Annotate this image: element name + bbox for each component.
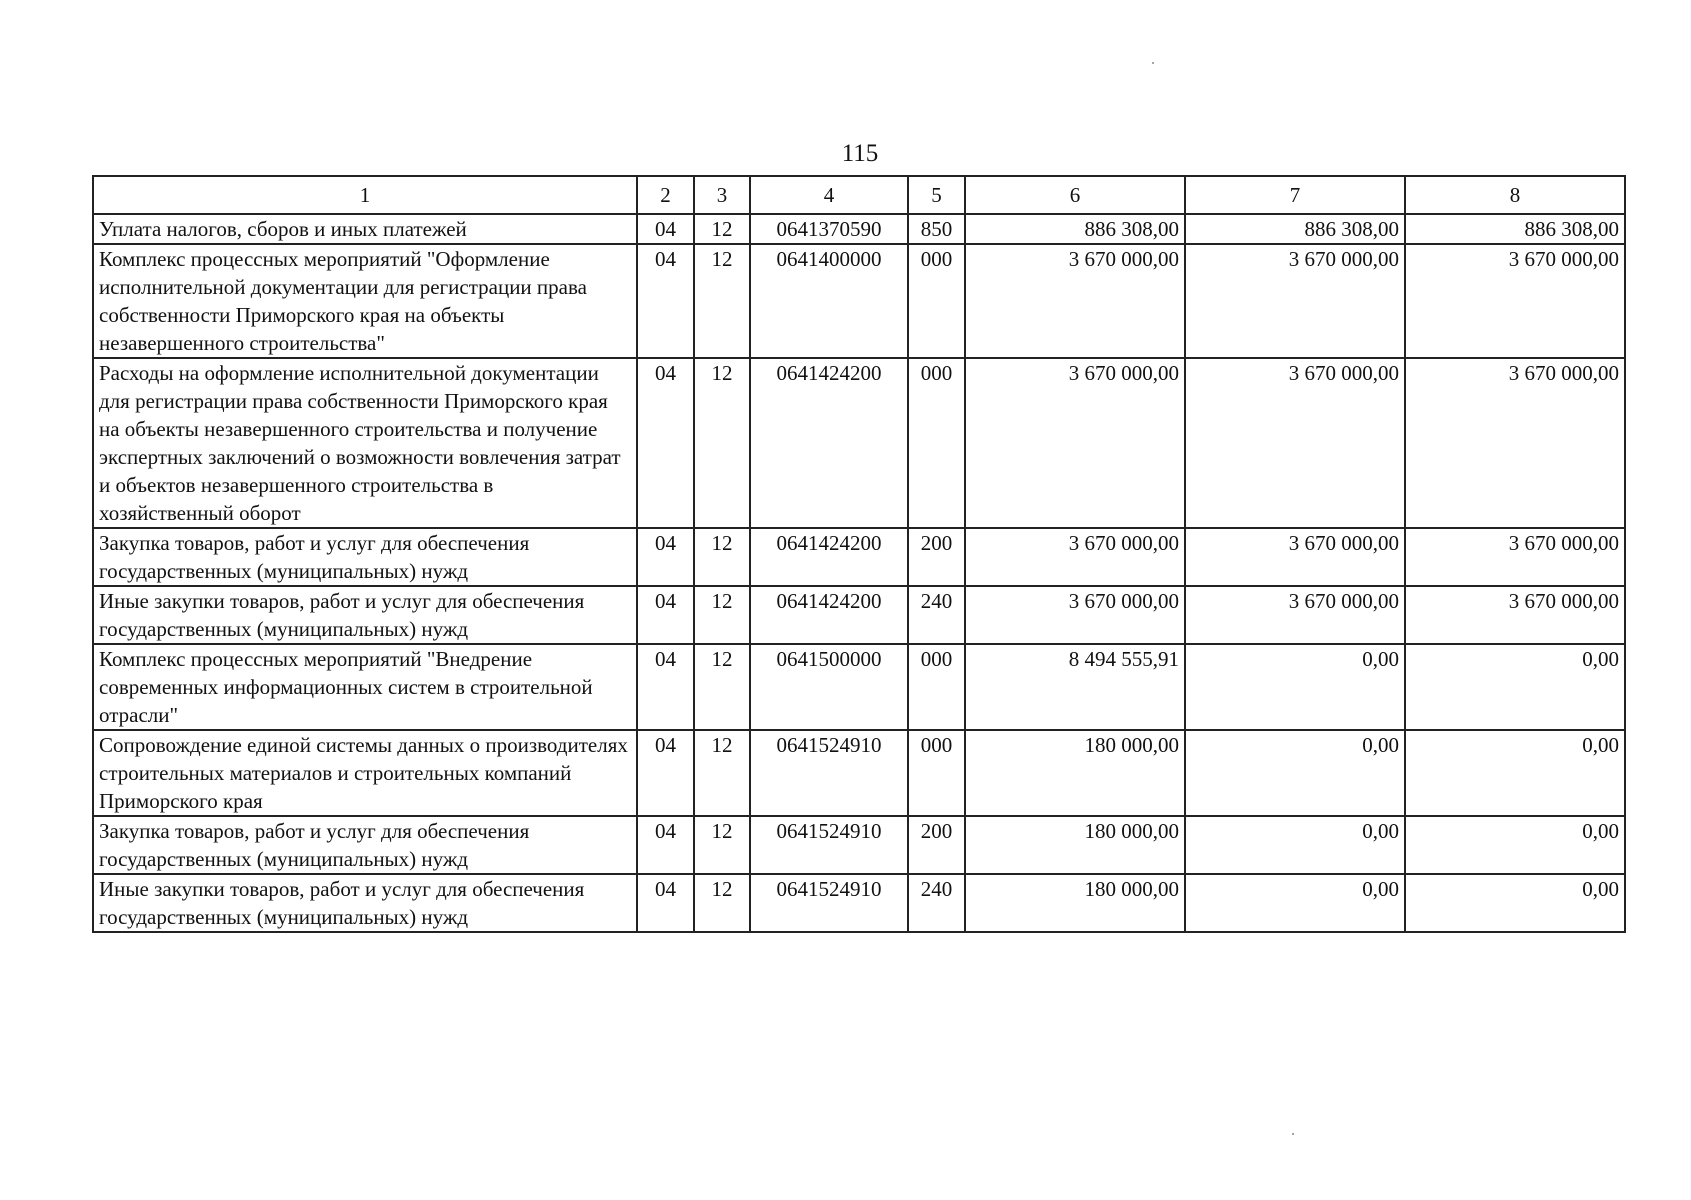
row-amount-col8: 0,00 (1405, 644, 1625, 730)
header-col-6: 6 (965, 176, 1185, 214)
row-amount-col7: 0,00 (1185, 644, 1405, 730)
table-row (93, 816, 1625, 874)
row-section: 04 (637, 730, 694, 816)
row-amount-col6: 3 670 000,00 (965, 586, 1185, 644)
row-amount-col7: 0,00 (1185, 816, 1405, 874)
row-amount-col6: 180 000,00 (965, 874, 1185, 932)
row-section: 04 (637, 816, 694, 874)
row-amount-col6: 3 670 000,00 (965, 528, 1185, 586)
row-name: Закупка товаров, работ и услуг для обеспечения государственных (муниципальных) нужд (93, 816, 637, 874)
row-target-code: 0641424200 (750, 528, 908, 586)
row-name: Сопровождение единой системы данных о производителях строительных материалов и строительных компаний Приморского края (93, 730, 637, 816)
row-name: Закупка товаров, работ и услуг для обеспечения государственных (муниципальных) нужд (93, 528, 637, 586)
budget-table (92, 175, 1626, 933)
row-amount-col7: 0,00 (1185, 874, 1405, 932)
table-row (93, 730, 1625, 816)
row-amount-col8: 3 670 000,00 (1405, 528, 1625, 586)
row-target-code: 0641524910 (750, 730, 908, 816)
table-row (93, 214, 1625, 244)
row-amount-col7: 3 670 000,00 (1185, 358, 1405, 528)
row-amount-col8: 3 670 000,00 (1405, 244, 1625, 358)
row-expense-type: 000 (908, 244, 965, 358)
table-row (93, 358, 1625, 528)
row-amount-col8: 3 670 000,00 (1405, 358, 1625, 528)
row-amount-col8: 0,00 (1405, 874, 1625, 932)
row-name: Комплекс процессных мероприятий "Внедрение современных информационных систем в строительной отрасли" (93, 644, 637, 730)
table-row (93, 528, 1625, 586)
table-row (93, 244, 1625, 358)
row-subsection: 12 (694, 730, 750, 816)
row-amount-col6: 3 670 000,00 (965, 358, 1185, 528)
table-body (93, 214, 1625, 932)
row-subsection: 12 (694, 816, 750, 874)
row-name: Иные закупки товаров, работ и услуг для обеспечения государственных (муниципальных) нужд (93, 586, 637, 644)
table-header (93, 176, 1625, 214)
header-col-8: 8 (1405, 176, 1625, 214)
row-section: 04 (637, 214, 694, 244)
row-subsection: 12 (694, 874, 750, 932)
row-target-code: 0641424200 (750, 586, 908, 644)
row-subsection: 12 (694, 644, 750, 730)
row-section: 04 (637, 644, 694, 730)
row-subsection: 12 (694, 214, 750, 244)
row-amount-col8: 0,00 (1405, 816, 1625, 874)
header-col-3: 3 (694, 176, 750, 214)
table-row (93, 644, 1625, 730)
row-subsection: 12 (694, 528, 750, 586)
page-number: 115 (841, 140, 879, 167)
row-expense-type: 000 (908, 644, 965, 730)
row-amount-col6: 8 494 555,91 (965, 644, 1185, 730)
row-section: 04 (637, 528, 694, 586)
header-col-1: 1 (93, 176, 637, 214)
row-name: Расходы на оформление исполнительной документации для регистрации права собственности Приморского края на объекты незавершенного строительства и получение экспертных заключений о возможности вовлечения затрат и объектов незавершенного строительства в хозяйственный оборот (93, 358, 637, 528)
row-amount-col6: 180 000,00 (965, 816, 1185, 874)
row-name: Уплата налогов, сборов и иных платежей (93, 214, 637, 244)
row-expense-type: 240 (908, 874, 965, 932)
row-target-code: 0641500000 (750, 644, 908, 730)
header-col-2: 2 (637, 176, 694, 214)
scan-speck (1152, 62, 1154, 64)
row-section: 04 (637, 244, 694, 358)
row-expense-type: 000 (908, 358, 965, 528)
row-target-code: 0641524910 (750, 874, 908, 932)
row-amount-col7: 0,00 (1185, 730, 1405, 816)
row-subsection: 12 (694, 586, 750, 644)
header-col-5: 5 (908, 176, 965, 214)
row-target-code: 0641370590 (750, 214, 908, 244)
row-section: 04 (637, 586, 694, 644)
row-expense-type: 000 (908, 730, 965, 816)
row-subsection: 12 (694, 244, 750, 358)
row-name: Иные закупки товаров, работ и услуг для обеспечения государственных (муниципальных) нужд (93, 874, 637, 932)
table-row (93, 874, 1625, 932)
row-subsection: 12 (694, 358, 750, 528)
row-expense-type: 240 (908, 586, 965, 644)
row-section: 04 (637, 358, 694, 528)
header-col-7: 7 (1185, 176, 1405, 214)
row-target-code: 0641524910 (750, 816, 908, 874)
row-amount-col8: 3 670 000,00 (1405, 586, 1625, 644)
header-col-4: 4 (750, 176, 908, 214)
row-target-code: 0641400000 (750, 244, 908, 358)
row-expense-type: 200 (908, 816, 965, 874)
row-amount-col8: 0,00 (1405, 730, 1625, 816)
row-amount-col7: 3 670 000,00 (1185, 244, 1405, 358)
row-amount-col6: 180 000,00 (965, 730, 1185, 816)
row-expense-type: 200 (908, 528, 965, 586)
row-amount-col7: 3 670 000,00 (1185, 528, 1405, 586)
table-row (93, 586, 1625, 644)
row-expense-type: 850 (908, 214, 965, 244)
row-amount-col6: 3 670 000,00 (965, 244, 1185, 358)
row-amount-col7: 886 308,00 (1185, 214, 1405, 244)
row-amount-col8: 886 308,00 (1405, 214, 1625, 244)
row-amount-col7: 3 670 000,00 (1185, 586, 1405, 644)
row-section: 04 (637, 874, 694, 932)
scan-speck (1292, 1133, 1294, 1135)
header-row (93, 176, 1625, 214)
row-amount-col6: 886 308,00 (965, 214, 1185, 244)
row-name: Комплекс процессных мероприятий "Оформление исполнительной документации для регистрации права собственности Приморского края на объекты незавершенного строительства" (93, 244, 637, 358)
row-target-code: 0641424200 (750, 358, 908, 528)
